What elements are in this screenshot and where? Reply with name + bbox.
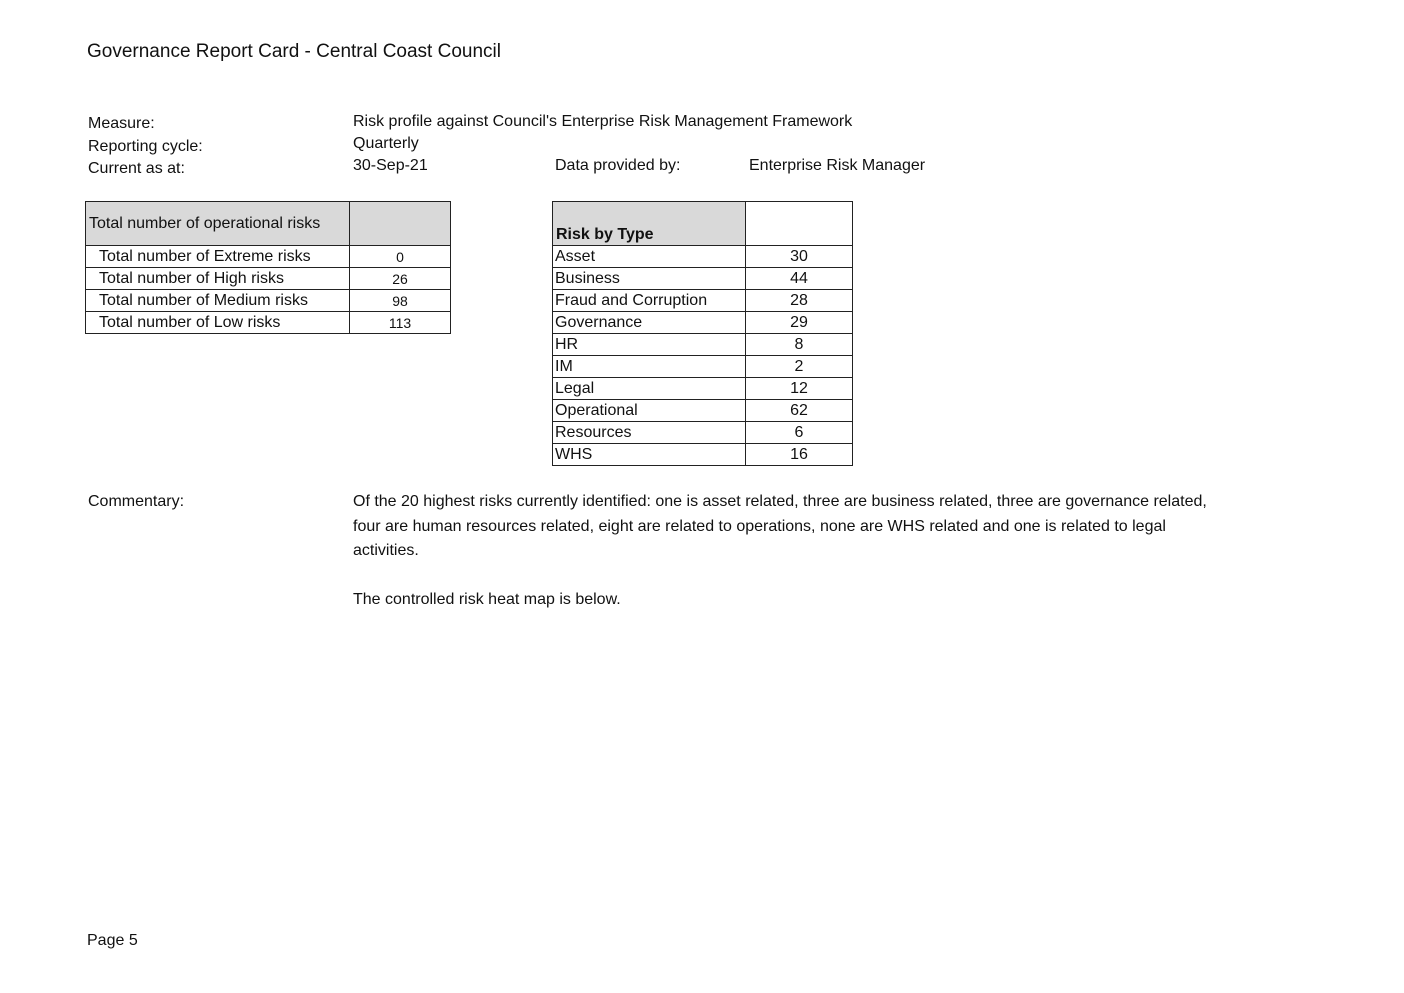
table-row [553,422,853,444]
risk-level-count: 98 [350,290,451,312]
table-row [553,246,853,268]
measure-value: Risk profile against Council's Enterprise Risk Management Framework [353,113,853,130]
risk-type-label: Legal [553,378,746,400]
risk-type-label: Fraud and Corruption [553,290,746,312]
risk-type-count: 28 [746,290,853,312]
risk-type-count: 16 [746,444,853,466]
risk-level-count: 113 [350,312,451,334]
table-row [86,246,451,268]
risk-by-type-header: Risk by Type [553,202,746,246]
table-row [553,334,853,356]
data-provided-by-label: Data provided by: [555,157,681,174]
risk-type-count: 44 [746,268,853,290]
table-row [553,312,853,334]
risk-type-label: Asset [553,246,746,268]
current-as-at-label: Current as at: [88,160,185,177]
risk-type-count: 8 [746,334,853,356]
risk-type-label: Governance [553,312,746,334]
table-row [553,290,853,312]
reporting-cycle-label: Reporting cycle: [88,138,203,155]
page-title: Governance Report Card - Central Coast Council [87,41,501,62]
current-as-at-value: 30-Sep-21 [353,157,428,174]
risk-type-label: Operational [553,400,746,422]
risk-type-count: 6 [746,422,853,444]
table-row [553,400,853,422]
risk-type-label: Business [553,268,746,290]
risk-type-count: 30 [746,246,853,268]
risk-level-label: Total number of High risks [86,268,350,290]
table-header-row [86,202,451,246]
header-blank-cell [350,202,451,246]
risk-type-count: 62 [746,400,853,422]
table-row [86,312,451,334]
commentary-paragraph: The controlled risk heat map is below. [353,590,621,608]
table-row [553,444,853,466]
header-blank-cell [746,202,853,246]
table-row [553,378,853,400]
operational-risks-table [85,201,451,334]
risk-level-count: 26 [350,268,451,290]
table-row [86,290,451,312]
risk-level-label: Total number of Medium risks [86,290,350,312]
reporting-cycle-value: Quarterly [353,135,419,152]
risk-type-label: Resources [553,422,746,444]
table-row [553,356,853,378]
table-row [553,268,853,290]
risk-type-count: 12 [746,378,853,400]
risk-level-label: Total number of Extreme risks [86,246,350,268]
table-header-row [553,202,853,246]
commentary-label: Commentary: [88,493,185,510]
risk-type-label: HR [553,334,746,356]
measure-label: Measure: [88,115,155,132]
risk-level-label: Total number of Low risks [86,312,350,334]
risk-type-count: 29 [746,312,853,334]
commentary-text [353,490,1213,636]
operational-risks-header: Total number of operational risks [86,202,350,246]
risk-by-type-table [552,201,853,466]
risk-level-count: 0 [350,246,451,268]
data-provided-by-value: Enterprise Risk Manager [749,157,926,174]
risk-type-count: 2 [746,356,853,378]
table-row [86,268,451,290]
page-number: Page 5 [87,932,138,949]
risk-type-label: WHS [553,444,746,466]
risk-type-label: IM [553,356,746,378]
commentary-paragraph: Of the 20 highest risks currently identified: one is asset related, three are business related, three are governance related, four are human resources related, eight are related to operations, none are WHS related and one is related to legal activities. [353,493,1207,559]
